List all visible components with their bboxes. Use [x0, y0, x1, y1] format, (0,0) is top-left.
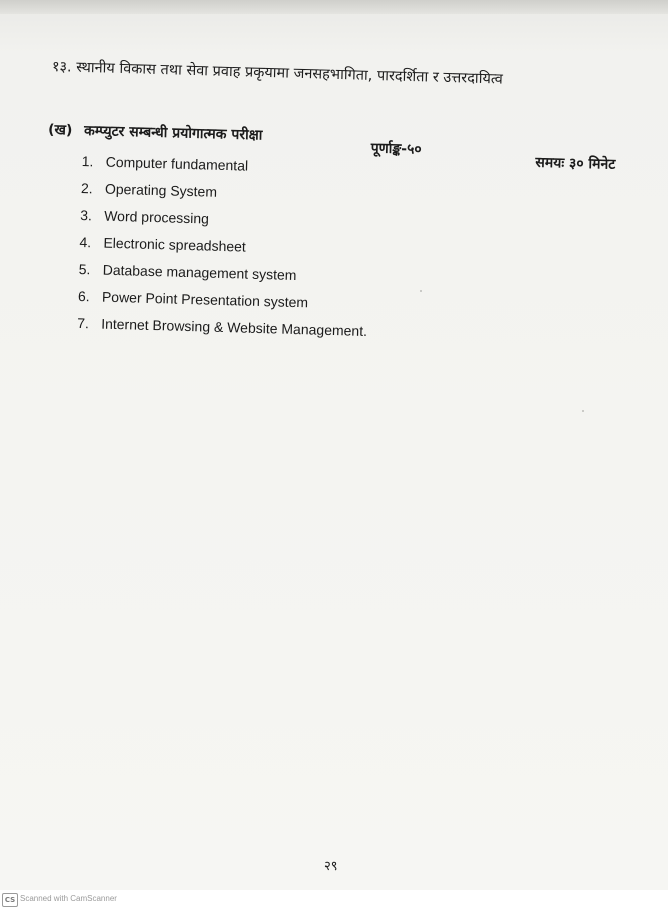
- page-top-shadow: [0, 0, 668, 14]
- exam-time: समयः ३० मिनेट: [535, 154, 616, 173]
- topic-list: [77, 152, 372, 349]
- full-marks: पूर्णाङ्क-५०: [370, 140, 422, 158]
- item-number: 4.: [79, 233, 92, 251]
- item-text: Electronic spreadsheet: [103, 234, 247, 255]
- page-number: २९: [324, 859, 338, 874]
- syllabus-item-13: १३. स्थानीय विकास तथा सेवा प्रवाह प्रकृयामा जनसहभागिता, पारदर्शिता र उत्तरदायित्व: [51, 59, 503, 88]
- camscanner-logo-icon: CS: [2, 893, 18, 907]
- item-text: Internet Browsing & Website Management.: [100, 315, 368, 340]
- item-number: 1.: [81, 152, 94, 170]
- item-text: Power Point Presentation system: [101, 288, 309, 311]
- section-title: कम्प्युटर सम्बन्धी प्रयोगात्मक परीक्षा: [83, 122, 263, 144]
- item-number: 6.: [77, 287, 90, 305]
- item-number: 3.: [80, 206, 93, 224]
- item-number: 7.: [77, 314, 90, 332]
- scan-speck: [420, 290, 422, 292]
- section-marker: (ख): [47, 122, 73, 139]
- item-text: Word processing: [104, 207, 210, 227]
- item-text: Database management system: [102, 261, 297, 284]
- scanner-watermark: Scanned with CamScanner: [20, 894, 117, 903]
- item-number: 2.: [80, 179, 93, 197]
- item-number: 5.: [78, 260, 91, 278]
- scan-speck: [582, 410, 584, 412]
- item-text: Operating System: [104, 180, 218, 200]
- item-text: Computer fundamental: [105, 153, 249, 174]
